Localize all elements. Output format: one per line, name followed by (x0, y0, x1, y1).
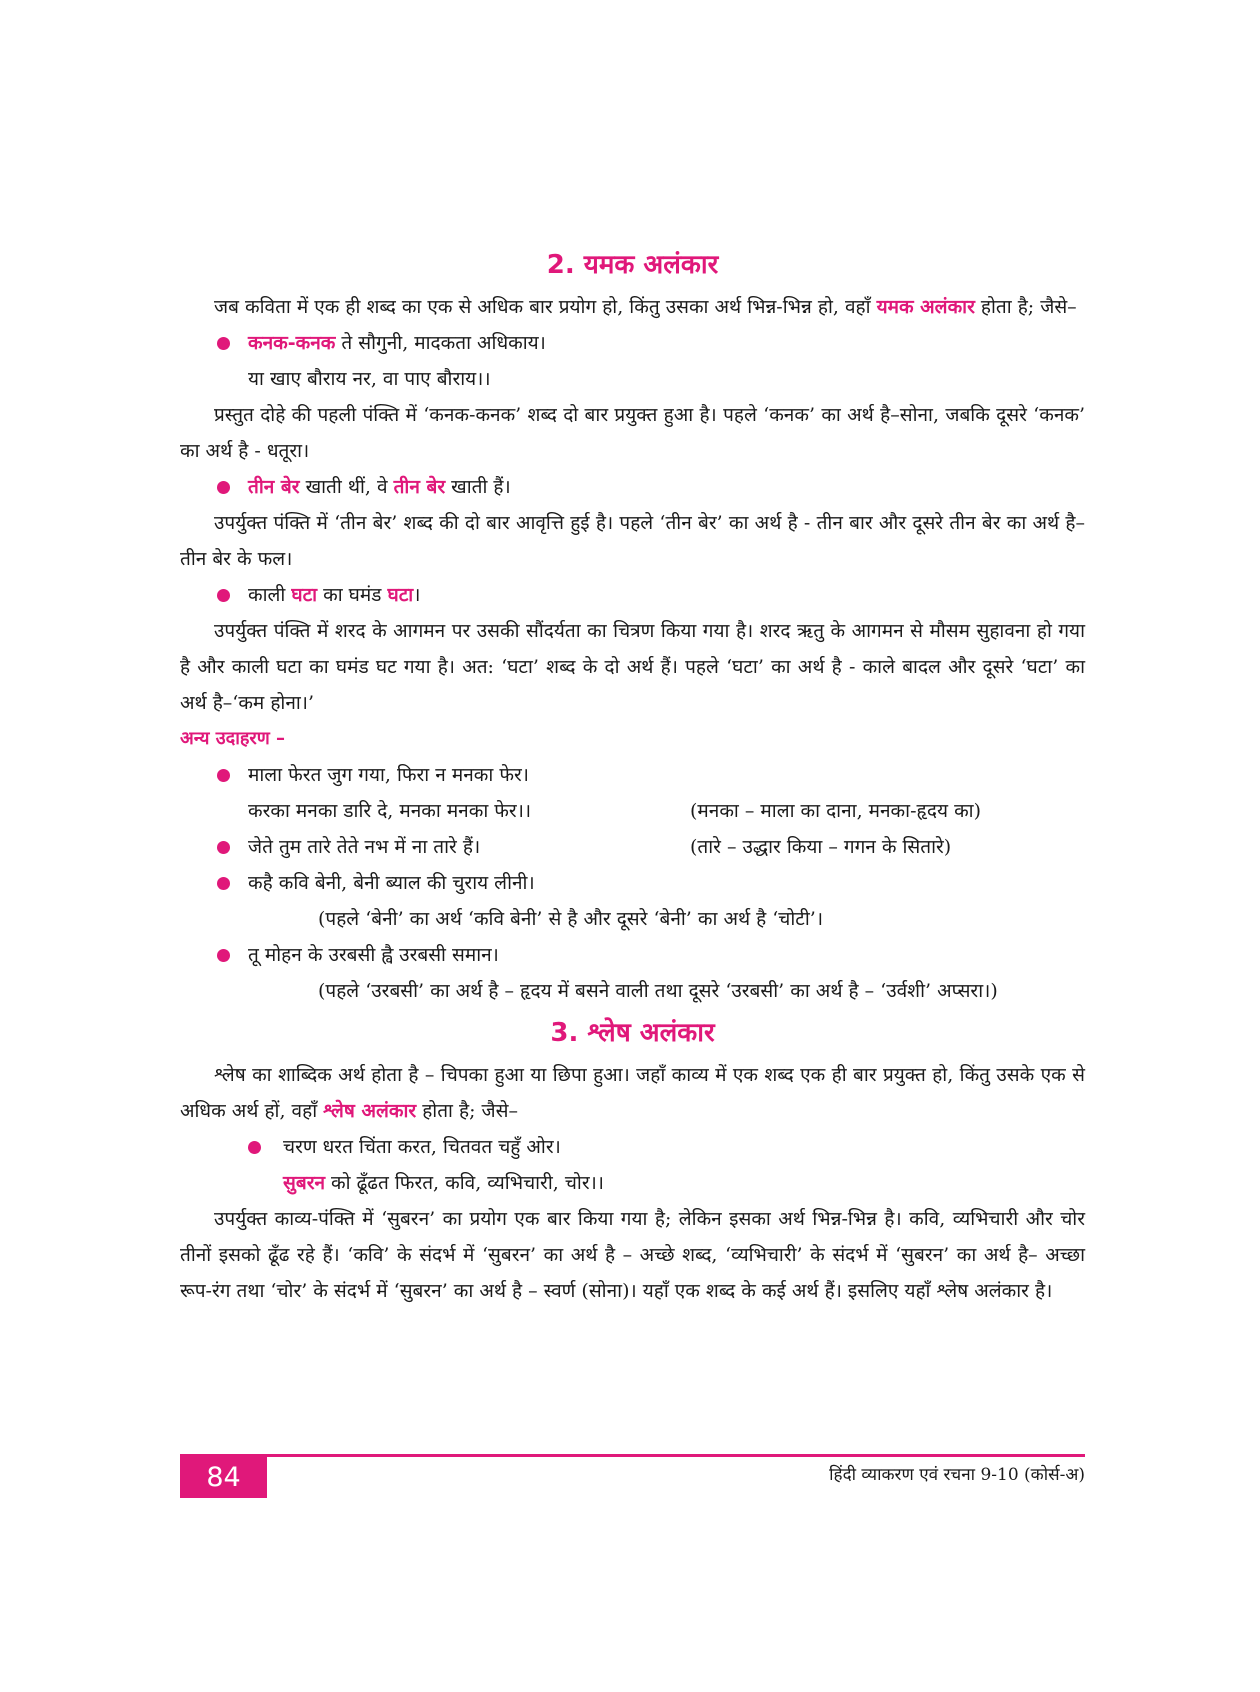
other-example-4-note: (पहले ‘उरबसी’ का अर्थ है – हृदय में बसने वाली तथा दूसरे ‘उरबसी’ का अर्थ है – ‘उर्वशी’ अप्सरा।) (318, 980, 998, 1002)
page-number: 84 (180, 1457, 267, 1498)
footer-rule (180, 1454, 1085, 1457)
example-highlight: तीन बेर (393, 476, 446, 498)
bullet-icon (217, 337, 230, 350)
example-text: तू मोहन के उरबसी ह्वै उरबसी समान। (248, 944, 499, 966)
other-example-1-line2 (180, 793, 1085, 829)
example-text: जेते तुम तारे तेते नभ में ना तारे हैं। (248, 836, 481, 858)
example-text: को ढूँढत फिरत, कवि, व्यभिचारी, चोर।। (325, 1172, 604, 1194)
other-example-3 (180, 865, 1085, 901)
shlesh-intro-end: होता है; जैसे– (416, 1100, 518, 1122)
bullet-icon (217, 877, 230, 890)
yamak-example-2 (180, 469, 1085, 505)
other-example-1 (180, 757, 1085, 793)
yamak-intro (180, 289, 1085, 325)
example-text: का घमंड (317, 584, 388, 606)
yamak-term: यमक अलंकार (876, 296, 975, 318)
bullet-icon (217, 769, 230, 782)
yamak-intro-end: होता है; जैसे– (974, 296, 1077, 318)
yamak-intro-text: जब कविता में एक ही शब्द का एक से अधिक बार प्रयोग हो, किंतु उसका अर्थ भिन्न-भिन्न हो, वहाँ (214, 296, 877, 318)
shlesh-explanation: उपर्युक्त काव्य-पंक्ति में ‘सुबरन’ का प्रयोग एक बार किया गया है; लेकिन इसका अर्थ भिन्न-भिन्न है। कवि, व्यभिचारी और चोर तीनों इसको ढूँढ रहे हैं। ‘कवि’ के संदर्भ में ‘सुबरन’ का अर्थ है – अच्छे शब्द, ‘व्यभिचारी’ के संदर्भ में ‘सुबरन’ का अर्थ है– अच्छा रूप-रंग तथा ‘चोर’ के संदर्भ में ‘सुबरन’ का अर्थ है – स्वर्ण (सोना)। यहाँ एक शब्द के कई अर्थ हैं। इसलिए यहाँ श्लेष अलंकार है। (180, 1208, 1085, 1302)
example-text: काली (248, 584, 292, 606)
example-text: कहै कवि बेनी, बेनी ब्याल की चुराय लीनी। (248, 872, 535, 894)
yamak-heading: 2. यमक अलंकार (546, 250, 719, 280)
shlesh-intro (180, 1057, 1085, 1129)
other-example-3-note: (पहले ‘बेनी’ का अर्थ ‘कवि बेनी’ से है और दूसरे ‘बेनी’ का अर्थ है ‘चोटी’। (318, 908, 824, 930)
example-highlight: घटा (387, 584, 414, 606)
meaning-note: (तारे – उद्धार किया – गगन के सितारे) (690, 836, 952, 858)
yamak-example-2-explanation: उपर्युक्त पंक्ति में ‘तीन बेर’ शब्द की दो बार आवृत्ति हुई है। पहले ‘तीन बेर’ का अर्थ है - तीन बार और दूसरे तीन बेर का अर्थ है–तीन बेर के फल। (180, 512, 1085, 570)
example-highlight: कनक-कनक (248, 332, 336, 354)
bullet-icon (217, 949, 230, 962)
book-title: हिंदी व्याकरण एवं रचना 9-10 (कोर्स-अ) (829, 1465, 1085, 1485)
yamak-example-3-explanation: उपर्युक्त पंक्ति में शरद के आगमन पर उसकी सौंदर्यता का चित्रण किया गया है। शरद ऋतु के आगमन से मौसम सुहावना हो गया है और काली घटा का घमंड घट गया है। अत: ‘घटा’ शब्द के दो अर्थ हैं। पहले ‘घटा’ का अर्थ है - काले बादल और दूसरे ‘घटा’ का अर्थ है–‘कम होना।’ (180, 620, 1085, 714)
other-examples-label: अन्य उदाहरण – (180, 728, 286, 749)
page-footer (180, 1454, 1085, 1500)
bullet-icon (248, 1141, 261, 1154)
example-text: माला फेरत जुग गया, फिरा न मनका फेर। (248, 764, 529, 786)
example-text: । (413, 584, 421, 606)
bullet-icon (217, 589, 230, 602)
example-highlight: तीन बेर (248, 476, 300, 498)
example-text: खाती हैं। (445, 476, 511, 498)
example-text: करका मनका डारि दे, मनका मनका फेर।। (248, 800, 532, 822)
shlesh-example (180, 1129, 1085, 1165)
other-example-4 (180, 937, 1085, 973)
bullet-icon (217, 481, 230, 494)
other-example-2 (180, 829, 1085, 865)
yamak-example-3 (180, 577, 1085, 613)
shlesh-term: श्लेष अलंकार (323, 1100, 417, 1122)
example-highlight: घटा (291, 584, 318, 606)
yamak-example-1-line2: या खाए बौराय नर, वा पाए बौराय।। (248, 368, 491, 390)
example-text: ते सौगुनी, मादकता अधिकाय। (335, 332, 546, 354)
page-content (180, 245, 1085, 1309)
example-text: खाती थीं, वे (299, 476, 394, 498)
example-text: चरण धरत चिंता करत, चितवत चहुँ ओर। (283, 1136, 561, 1158)
yamak-example-1 (180, 325, 1085, 361)
example-highlight: सुबरन (283, 1172, 326, 1194)
shlesh-example-line2 (180, 1165, 1085, 1201)
bullet-icon (217, 841, 230, 854)
yamak-example-1-explanation: प्रस्तुत दोहे की पहली पंक्ति में ‘कनक-कनक’ शब्द दो बार प्रयुक्त हुआ है। पहले ‘कनक’ का अर्थ है–सोना, जबकि दूसरे ‘कनक’ का अर्थ है - धतूरा। (180, 404, 1085, 462)
meaning-note: (मनका – माला का दाना, मनका-हृदय का) (690, 800, 982, 822)
shlesh-intro-text: श्लेष का शाब्दिक अर्थ होता है – चिपका हुआ या छिपा हुआ। जहाँ काव्य में एक शब्द एक ही बार प्रयुक्त हो, किंतु उसके एक से अधिक अर्थ हों, वहाँ (180, 1064, 1085, 1122)
shlesh-heading: 3. श्लेष अलंकार (550, 1018, 715, 1048)
